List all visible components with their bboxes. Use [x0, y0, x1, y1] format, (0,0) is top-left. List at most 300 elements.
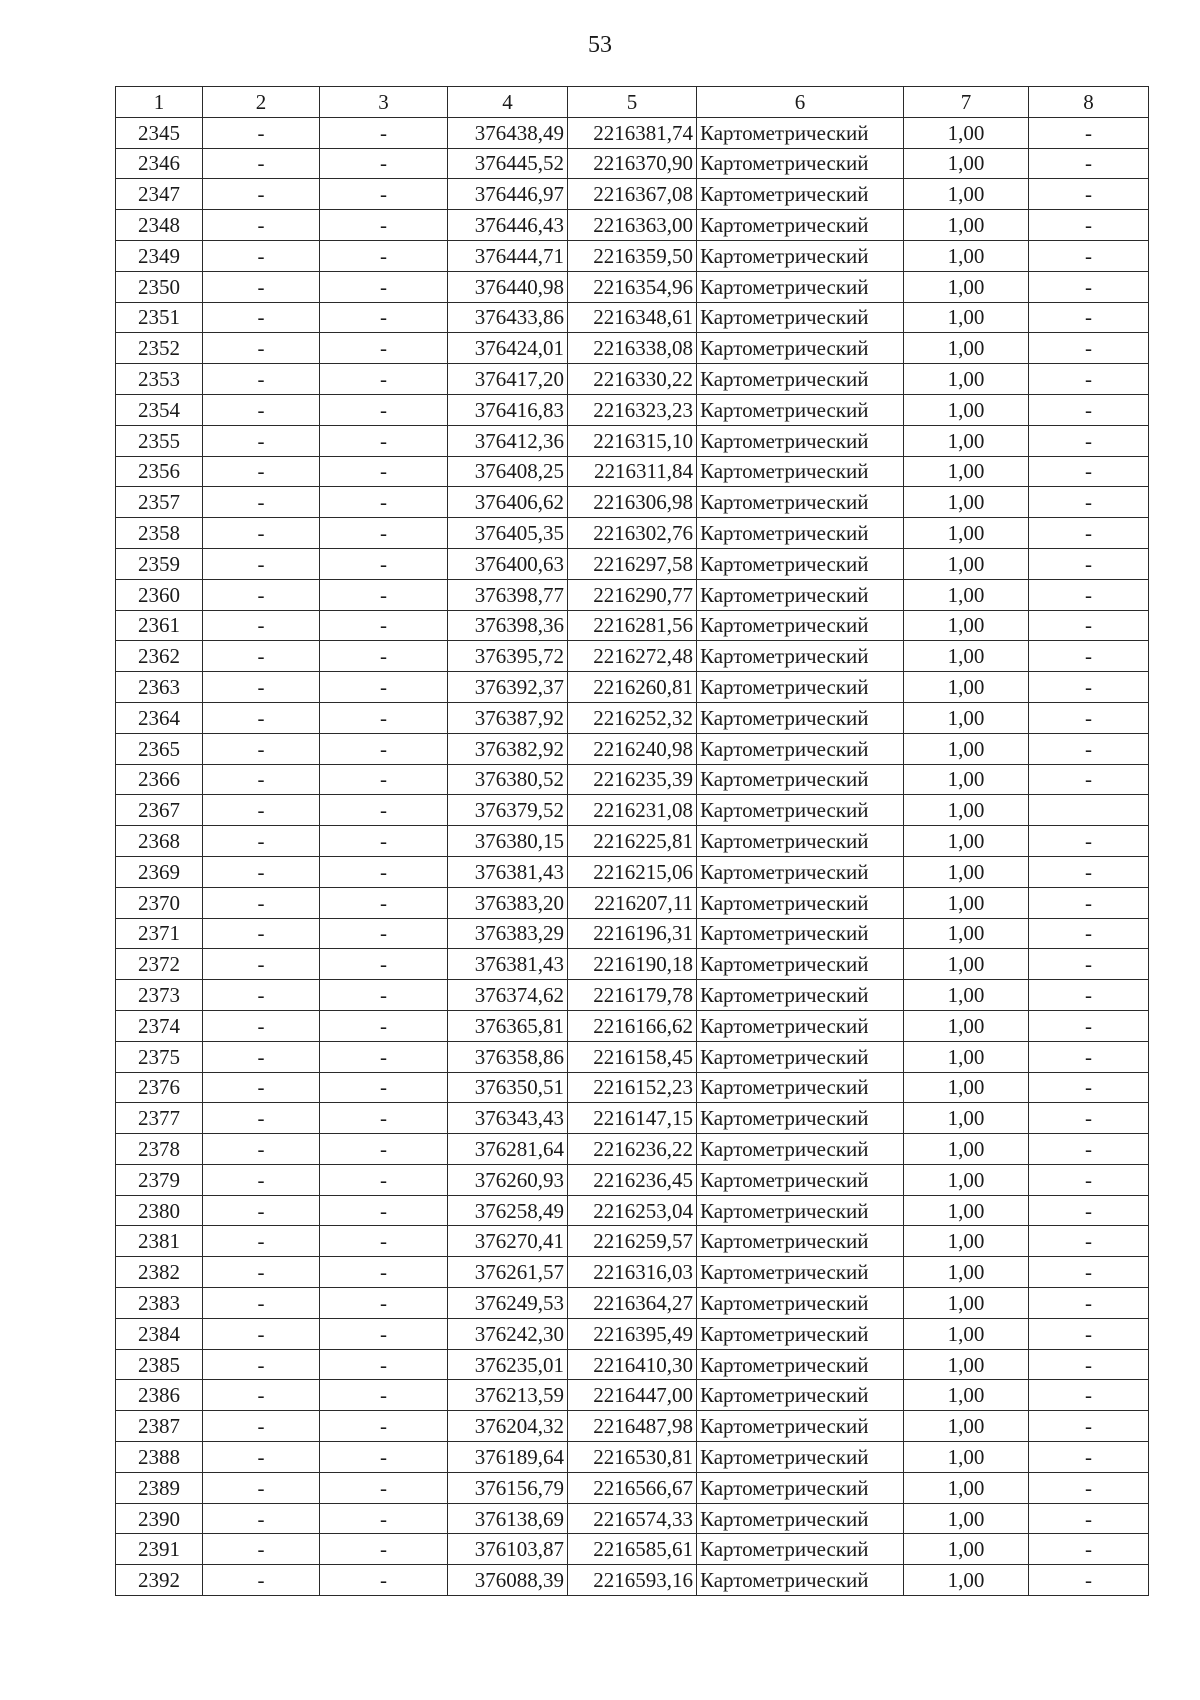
table-row — [116, 733, 1149, 764]
col3-cell: - — [320, 271, 448, 302]
point-number-cell: 2353 — [116, 364, 203, 395]
col8-cell: - — [1029, 240, 1149, 271]
table-row — [116, 548, 1149, 579]
y-coordinate-cell: 2216306,98 — [568, 487, 697, 518]
col8-cell: - — [1029, 1349, 1149, 1380]
y-coordinate-cell: 2216364,27 — [568, 1288, 697, 1319]
accuracy-cell: 1,00 — [904, 1472, 1029, 1503]
col8-cell: - — [1029, 826, 1149, 857]
x-coordinate-cell: 376258,49 — [448, 1195, 568, 1226]
accuracy-cell: 1,00 — [904, 1072, 1029, 1103]
point-number-cell: 2346 — [116, 148, 203, 179]
x-coordinate-cell: 376446,97 — [448, 179, 568, 210]
y-coordinate-cell: 2216487,98 — [568, 1411, 697, 1442]
accuracy-cell: 1,00 — [904, 826, 1029, 857]
y-coordinate-cell: 2216410,30 — [568, 1349, 697, 1380]
point-number-cell: 2357 — [116, 487, 203, 518]
col8-cell: - — [1029, 1380, 1149, 1411]
table-row — [116, 1472, 1149, 1503]
column-header-8: 8 — [1029, 87, 1149, 118]
col8-cell: - — [1029, 364, 1149, 395]
accuracy-cell: 1,00 — [904, 795, 1029, 826]
accuracy-cell: 1,00 — [904, 1318, 1029, 1349]
col2-cell: - — [203, 1288, 320, 1319]
x-coordinate-cell: 376343,43 — [448, 1103, 568, 1134]
col8-cell: - — [1029, 1411, 1149, 1442]
col2-cell: - — [203, 1318, 320, 1349]
col3-cell: - — [320, 425, 448, 456]
col2-cell: - — [203, 702, 320, 733]
col3-cell: - — [320, 702, 448, 733]
table-row — [116, 333, 1149, 364]
point-number-cell: 2373 — [116, 980, 203, 1011]
point-number-cell: 2375 — [116, 1041, 203, 1072]
point-number-cell: 2389 — [116, 1472, 203, 1503]
col8-cell: - — [1029, 1010, 1149, 1041]
table-row — [116, 1226, 1149, 1257]
table-row — [116, 764, 1149, 795]
accuracy-cell: 1,00 — [904, 764, 1029, 795]
col2-cell: - — [203, 610, 320, 641]
point-number-cell: 2354 — [116, 394, 203, 425]
col2-cell: - — [203, 394, 320, 425]
col8-cell: - — [1029, 733, 1149, 764]
table-row — [116, 179, 1149, 210]
accuracy-cell: 1,00 — [904, 179, 1029, 210]
point-number-cell: 2382 — [116, 1257, 203, 1288]
point-number-cell: 2378 — [116, 1134, 203, 1165]
col2-cell: - — [203, 1472, 320, 1503]
col2-cell: - — [203, 1411, 320, 1442]
x-coordinate-cell: 376381,43 — [448, 856, 568, 887]
x-coordinate-cell: 376189,64 — [448, 1442, 568, 1473]
point-number-cell: 2391 — [116, 1534, 203, 1565]
col3-cell: - — [320, 1041, 448, 1072]
accuracy-cell: 1,00 — [904, 1565, 1029, 1596]
method-cell: Картометрический — [697, 949, 904, 980]
col8-cell: - — [1029, 1565, 1149, 1596]
col8-cell: - — [1029, 1288, 1149, 1319]
table-row — [116, 1288, 1149, 1319]
point-number-cell: 2384 — [116, 1318, 203, 1349]
x-coordinate-cell: 376406,62 — [448, 487, 568, 518]
col2-cell: - — [203, 641, 320, 672]
col2-cell: - — [203, 949, 320, 980]
accuracy-cell: 1,00 — [904, 394, 1029, 425]
accuracy-cell: 1,00 — [904, 1257, 1029, 1288]
y-coordinate-cell: 2216253,04 — [568, 1195, 697, 1226]
accuracy-cell: 1,00 — [904, 333, 1029, 364]
col3-cell: - — [320, 1318, 448, 1349]
method-cell: Картометрический — [697, 1318, 904, 1349]
col8-cell: - — [1029, 1072, 1149, 1103]
accuracy-cell: 1,00 — [904, 1041, 1029, 1072]
col3-cell: - — [320, 795, 448, 826]
col3-cell: - — [320, 826, 448, 857]
method-cell: Картометрический — [697, 826, 904, 857]
col3-cell: - — [320, 148, 448, 179]
x-coordinate-cell: 376374,62 — [448, 980, 568, 1011]
col2-cell: - — [203, 1349, 320, 1380]
x-coordinate-cell: 376350,51 — [448, 1072, 568, 1103]
col3-cell: - — [320, 487, 448, 518]
y-coordinate-cell: 2216297,58 — [568, 548, 697, 579]
column-header-7: 7 — [904, 87, 1029, 118]
x-coordinate-cell: 376379,52 — [448, 795, 568, 826]
x-coordinate-cell: 376249,53 — [448, 1288, 568, 1319]
col2-cell: - — [203, 1565, 320, 1596]
col2-cell: - — [203, 240, 320, 271]
col8-cell: - — [1029, 456, 1149, 487]
table-row — [116, 1503, 1149, 1534]
col8-cell: - — [1029, 425, 1149, 456]
method-cell: Картометрический — [697, 364, 904, 395]
table-row — [116, 672, 1149, 703]
col3-cell: - — [320, 1103, 448, 1134]
x-coordinate-cell: 376261,57 — [448, 1257, 568, 1288]
col3-cell: - — [320, 1411, 448, 1442]
col3-cell: - — [320, 918, 448, 949]
col3-cell: - — [320, 394, 448, 425]
col3-cell: - — [320, 1134, 448, 1165]
col3-cell: - — [320, 548, 448, 579]
col8-cell: - — [1029, 980, 1149, 1011]
coordinates-table — [115, 86, 1149, 1596]
method-cell: Картометрический — [697, 487, 904, 518]
table-row — [116, 980, 1149, 1011]
col3-cell: - — [320, 1503, 448, 1534]
method-cell: Картометрический — [697, 980, 904, 1011]
point-number-cell: 2349 — [116, 240, 203, 271]
y-coordinate-cell: 2216147,15 — [568, 1103, 697, 1134]
table-row — [116, 1318, 1149, 1349]
col3-cell: - — [320, 179, 448, 210]
accuracy-cell: 1,00 — [904, 240, 1029, 271]
table-row — [116, 240, 1149, 271]
x-coordinate-cell: 376446,43 — [448, 210, 568, 241]
col3-cell: - — [320, 887, 448, 918]
table-row — [116, 425, 1149, 456]
x-coordinate-cell: 376445,52 — [448, 148, 568, 179]
method-cell: Картометрический — [697, 518, 904, 549]
accuracy-cell: 1,00 — [904, 1442, 1029, 1473]
col2-cell: - — [203, 1072, 320, 1103]
point-number-cell: 2361 — [116, 610, 203, 641]
accuracy-cell: 1,00 — [904, 702, 1029, 733]
accuracy-cell: 1,00 — [904, 1411, 1029, 1442]
accuracy-cell: 1,00 — [904, 518, 1029, 549]
table-row — [116, 1164, 1149, 1195]
table-row — [116, 518, 1149, 549]
col3-cell: - — [320, 1472, 448, 1503]
col8-cell: - — [1029, 579, 1149, 610]
point-number-cell: 2358 — [116, 518, 203, 549]
table-row — [116, 1072, 1149, 1103]
y-coordinate-cell: 2216236,22 — [568, 1134, 697, 1165]
accuracy-cell: 1,00 — [904, 856, 1029, 887]
col3-cell: - — [320, 1257, 448, 1288]
point-number-cell: 2351 — [116, 302, 203, 333]
table-row — [116, 117, 1149, 148]
y-coordinate-cell: 2216323,23 — [568, 394, 697, 425]
point-number-cell: 2386 — [116, 1380, 203, 1411]
col2-cell: - — [203, 856, 320, 887]
x-coordinate-cell: 376398,36 — [448, 610, 568, 641]
column-header-3: 3 — [320, 87, 448, 118]
accuracy-cell: 1,00 — [904, 487, 1029, 518]
col2-cell: - — [203, 179, 320, 210]
method-cell: Картометрический — [697, 856, 904, 887]
point-number-cell: 2365 — [116, 733, 203, 764]
accuracy-cell: 1,00 — [904, 887, 1029, 918]
x-coordinate-cell: 376260,93 — [448, 1164, 568, 1195]
x-coordinate-cell: 376380,15 — [448, 826, 568, 857]
col3-cell: - — [320, 210, 448, 241]
method-cell: Картометрический — [697, 548, 904, 579]
x-coordinate-cell: 376444,71 — [448, 240, 568, 271]
col8-cell: - — [1029, 548, 1149, 579]
point-number-cell: 2350 — [116, 271, 203, 302]
accuracy-cell: 1,00 — [904, 1288, 1029, 1319]
table-row — [116, 1103, 1149, 1134]
y-coordinate-cell: 2216354,96 — [568, 271, 697, 302]
column-header-6: 6 — [697, 87, 904, 118]
accuracy-cell: 1,00 — [904, 672, 1029, 703]
y-coordinate-cell: 2216272,48 — [568, 641, 697, 672]
col3-cell: - — [320, 117, 448, 148]
y-coordinate-cell: 2216290,77 — [568, 579, 697, 610]
col8-cell: - — [1029, 1164, 1149, 1195]
method-cell: Картометрический — [697, 1041, 904, 1072]
col8-cell: - — [1029, 210, 1149, 241]
y-coordinate-cell: 2216311,84 — [568, 456, 697, 487]
method-cell: Картометрический — [697, 1503, 904, 1534]
table-row — [116, 364, 1149, 395]
point-number-cell: 2381 — [116, 1226, 203, 1257]
method-cell: Картометрический — [697, 1103, 904, 1134]
col8-cell: - — [1029, 148, 1149, 179]
x-coordinate-cell: 376433,86 — [448, 302, 568, 333]
col2-cell: - — [203, 918, 320, 949]
accuracy-cell: 1,00 — [904, 1534, 1029, 1565]
method-cell: Картометрический — [697, 1134, 904, 1165]
table-row — [116, 394, 1149, 425]
table-row — [116, 1411, 1149, 1442]
col8-cell: - — [1029, 918, 1149, 949]
accuracy-cell: 1,00 — [904, 548, 1029, 579]
y-coordinate-cell: 2216566,67 — [568, 1472, 697, 1503]
accuracy-cell: 1,00 — [904, 1226, 1029, 1257]
table-row — [116, 610, 1149, 641]
accuracy-cell: 1,00 — [904, 918, 1029, 949]
method-cell: Картометрический — [697, 1257, 904, 1288]
y-coordinate-cell: 2216348,61 — [568, 302, 697, 333]
y-coordinate-cell: 2216152,23 — [568, 1072, 697, 1103]
y-coordinate-cell: 2216158,45 — [568, 1041, 697, 1072]
table-row — [116, 1349, 1149, 1380]
y-coordinate-cell: 2216447,00 — [568, 1380, 697, 1411]
x-coordinate-cell: 376383,20 — [448, 887, 568, 918]
accuracy-cell: 1,00 — [904, 641, 1029, 672]
col8-cell: - — [1029, 302, 1149, 333]
method-cell: Картометрический — [697, 702, 904, 733]
method-cell: Картометрический — [697, 271, 904, 302]
col2-cell: - — [203, 364, 320, 395]
y-coordinate-cell: 2216367,08 — [568, 179, 697, 210]
method-cell: Картометрический — [697, 672, 904, 703]
column-header-4: 4 — [448, 87, 568, 118]
point-number-cell: 2390 — [116, 1503, 203, 1534]
col2-cell: - — [203, 1103, 320, 1134]
y-coordinate-cell: 2216236,45 — [568, 1164, 697, 1195]
col2-cell: - — [203, 487, 320, 518]
y-coordinate-cell: 2216395,49 — [568, 1318, 697, 1349]
accuracy-cell: 1,00 — [904, 425, 1029, 456]
column-header-1: 1 — [116, 87, 203, 118]
col8-cell: - — [1029, 1442, 1149, 1473]
y-coordinate-cell: 2216179,78 — [568, 980, 697, 1011]
method-cell: Картометрический — [697, 394, 904, 425]
col2-cell: - — [203, 1010, 320, 1041]
col8-cell: - — [1029, 179, 1149, 210]
method-cell: Картометрический — [697, 302, 904, 333]
col3-cell: - — [320, 1288, 448, 1319]
point-number-cell: 2363 — [116, 672, 203, 703]
x-coordinate-cell: 376387,92 — [448, 702, 568, 733]
method-cell: Картометрический — [697, 425, 904, 456]
y-coordinate-cell: 2216260,81 — [568, 672, 697, 703]
col3-cell: - — [320, 1195, 448, 1226]
col2-cell: - — [203, 518, 320, 549]
point-number-cell: 2348 — [116, 210, 203, 241]
col8-cell: - — [1029, 856, 1149, 887]
method-cell: Картометрический — [697, 1442, 904, 1473]
col8-cell: - — [1029, 1472, 1149, 1503]
col2-cell: - — [203, 579, 320, 610]
col2-cell: - — [203, 425, 320, 456]
col8-cell: - — [1029, 610, 1149, 641]
method-cell: Картометрический — [697, 733, 904, 764]
y-coordinate-cell: 2216190,18 — [568, 949, 697, 980]
col2-cell: - — [203, 1164, 320, 1195]
col3-cell: - — [320, 1349, 448, 1380]
method-cell: Картометрический — [697, 1226, 904, 1257]
accuracy-cell: 1,00 — [904, 610, 1029, 641]
x-coordinate-cell: 376424,01 — [448, 333, 568, 364]
x-coordinate-cell: 376156,79 — [448, 1472, 568, 1503]
point-number-cell: 2371 — [116, 918, 203, 949]
col2-cell: - — [203, 302, 320, 333]
method-cell: Картометрический — [697, 1565, 904, 1596]
x-coordinate-cell: 376103,87 — [448, 1534, 568, 1565]
col8-cell: - — [1029, 518, 1149, 549]
col8-cell: - — [1029, 1503, 1149, 1534]
y-coordinate-cell: 2216281,56 — [568, 610, 697, 641]
x-coordinate-cell: 376380,52 — [448, 764, 568, 795]
col2-cell: - — [203, 795, 320, 826]
col8-cell: - — [1029, 1103, 1149, 1134]
col2-cell: - — [203, 1041, 320, 1072]
col8-cell: - — [1029, 1318, 1149, 1349]
point-number-cell: 2368 — [116, 826, 203, 857]
point-number-cell: 2366 — [116, 764, 203, 795]
table-row — [116, 702, 1149, 733]
col2-cell: - — [203, 456, 320, 487]
col8-cell: - — [1029, 1041, 1149, 1072]
x-coordinate-cell: 376365,81 — [448, 1010, 568, 1041]
method-cell: Картометрический — [697, 1349, 904, 1380]
y-coordinate-cell: 2216231,08 — [568, 795, 697, 826]
point-number-cell: 2360 — [116, 579, 203, 610]
table-row — [116, 1010, 1149, 1041]
col8-cell: - — [1029, 1534, 1149, 1565]
col3-cell: - — [320, 980, 448, 1011]
col8-cell: - — [1029, 271, 1149, 302]
col8-cell: - — [1029, 117, 1149, 148]
col8-cell: - — [1029, 887, 1149, 918]
y-coordinate-cell: 2216252,32 — [568, 702, 697, 733]
point-number-cell: 2352 — [116, 333, 203, 364]
col2-cell: - — [203, 117, 320, 148]
col2-cell: - — [203, 1257, 320, 1288]
col2-cell: - — [203, 1226, 320, 1257]
table-row — [116, 148, 1149, 179]
table-row — [116, 1534, 1149, 1565]
accuracy-cell: 1,00 — [904, 1134, 1029, 1165]
point-number-cell: 2392 — [116, 1565, 203, 1596]
point-number-cell: 2383 — [116, 1288, 203, 1319]
point-number-cell: 2355 — [116, 425, 203, 456]
method-cell: Картометрический — [697, 1288, 904, 1319]
y-coordinate-cell: 2216207,11 — [568, 887, 697, 918]
x-coordinate-cell: 376398,77 — [448, 579, 568, 610]
col3-cell: - — [320, 610, 448, 641]
col3-cell: - — [320, 641, 448, 672]
x-coordinate-cell: 376381,43 — [448, 949, 568, 980]
y-coordinate-cell: 2216381,74 — [568, 117, 697, 148]
column-header-5: 5 — [568, 87, 697, 118]
accuracy-cell: 1,00 — [904, 1349, 1029, 1380]
y-coordinate-cell: 2216315,10 — [568, 425, 697, 456]
col8-cell: - — [1029, 394, 1149, 425]
column-header-2: 2 — [203, 87, 320, 118]
col2-cell: - — [203, 210, 320, 241]
y-coordinate-cell: 2216196,31 — [568, 918, 697, 949]
table-body — [116, 117, 1149, 1595]
col8-cell — [1029, 795, 1149, 826]
col8-cell: - — [1029, 1195, 1149, 1226]
table-row — [116, 856, 1149, 887]
col2-cell: - — [203, 1534, 320, 1565]
col3-cell: - — [320, 1072, 448, 1103]
point-number-cell: 2359 — [116, 548, 203, 579]
col3-cell: - — [320, 733, 448, 764]
table-row — [116, 271, 1149, 302]
point-number-cell: 2362 — [116, 641, 203, 672]
accuracy-cell: 1,00 — [904, 148, 1029, 179]
point-number-cell: 2347 — [116, 179, 203, 210]
accuracy-cell: 1,00 — [904, 1010, 1029, 1041]
table-row — [116, 210, 1149, 241]
method-cell: Картометрический — [697, 579, 904, 610]
x-coordinate-cell: 376138,69 — [448, 1503, 568, 1534]
col8-cell: - — [1029, 1226, 1149, 1257]
col3-cell: - — [320, 1442, 448, 1473]
method-cell: Картометрический — [697, 1195, 904, 1226]
accuracy-cell: 1,00 — [904, 1503, 1029, 1534]
method-cell: Картометрический — [697, 764, 904, 795]
point-number-cell: 2345 — [116, 117, 203, 148]
